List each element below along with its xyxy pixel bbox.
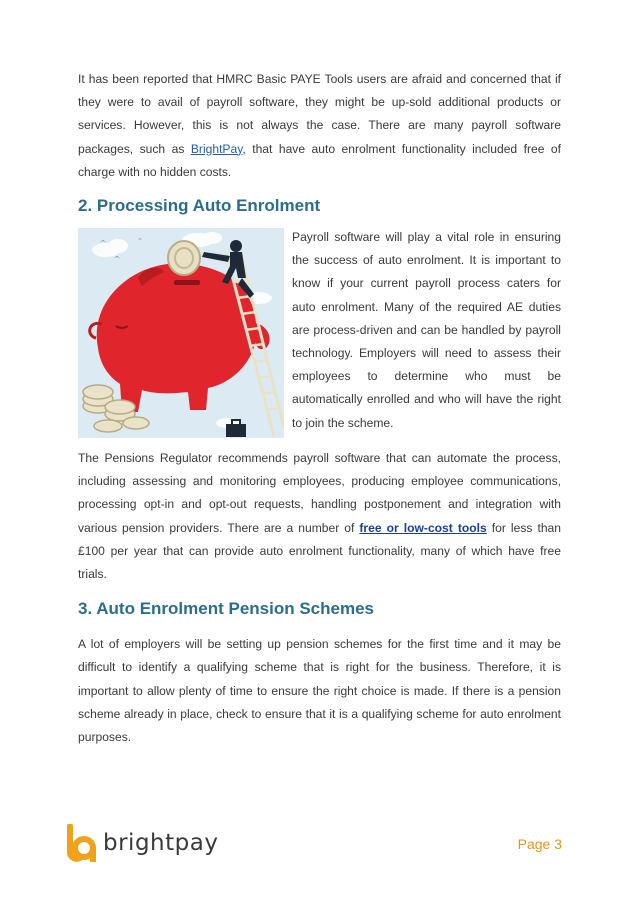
section-2-text-b: for less than £100 per year that can provide auto enrolment functionality, many of which have free trials. — [78, 520, 561, 582]
section-2-paragraph — [78, 447, 561, 586]
brightpay-logo-text: brightpay — [103, 830, 219, 856]
brightpay-link[interactable]: BrightPay — [190, 141, 243, 156]
free-tools-link[interactable]: free or low-cost tools — [359, 520, 487, 535]
piggy-bank-illustration — [78, 228, 284, 438]
intro-text: It has been reported that HMRC Basic PAYE Tools users are afraid and concerned that if they were to avail of payroll software, they might be up-sold additional products or services. However, this is not always the case. There are many payroll software packages, such as — [78, 72, 561, 156]
coin-top — [168, 241, 200, 275]
page-content — [78, 68, 561, 749]
intro-paragraph — [78, 68, 561, 184]
intro-tail: , that have auto enrolment functionality included free of charge with no hidden costs. — [78, 141, 562, 179]
section-2-text-a: The Pensions Regulator recommends payroll software that can automate the process, including assessing and monitoring employees, producing employee communications, processing opt-in and opt-out requests, handling postponement and integration with various pension providers. There are a number of — [78, 451, 561, 535]
section-3-paragraph: A lot of employers will be setting up pension schemes for the first time and it may be difficult to identify a qualifying scheme that is right for the business. Therefore, it is important to allow plenty of time to ensure the right choice is made. If there is a pension scheme already in place, check to ensure that it is a qualifying scheme for auto enrolment purposes. — [78, 637, 561, 745]
section-2-heading: 2. Processing Auto Enrolment — [78, 196, 321, 216]
page-footer — [66, 824, 562, 864]
brightpay-logo-icon — [66, 824, 100, 862]
section-2-side-text: Payroll software will play a vital role in ensuring the success of auto enrolment. It is important to know if your current payroll process caters for auto enrolment. Many of the required AE duties are process-driven and can be handled by payroll technology. Employers will need to assess their employees to determine who must be automatically enrolled and who will have the right to join the scheme. — [292, 230, 561, 430]
page-number: Page 3 — [517, 836, 562, 852]
section-3-heading: 3. Auto Enrolment Pension Schemes — [78, 599, 374, 619]
section-2-feature — [78, 226, 561, 438]
brightpay-logo — [66, 824, 218, 862]
